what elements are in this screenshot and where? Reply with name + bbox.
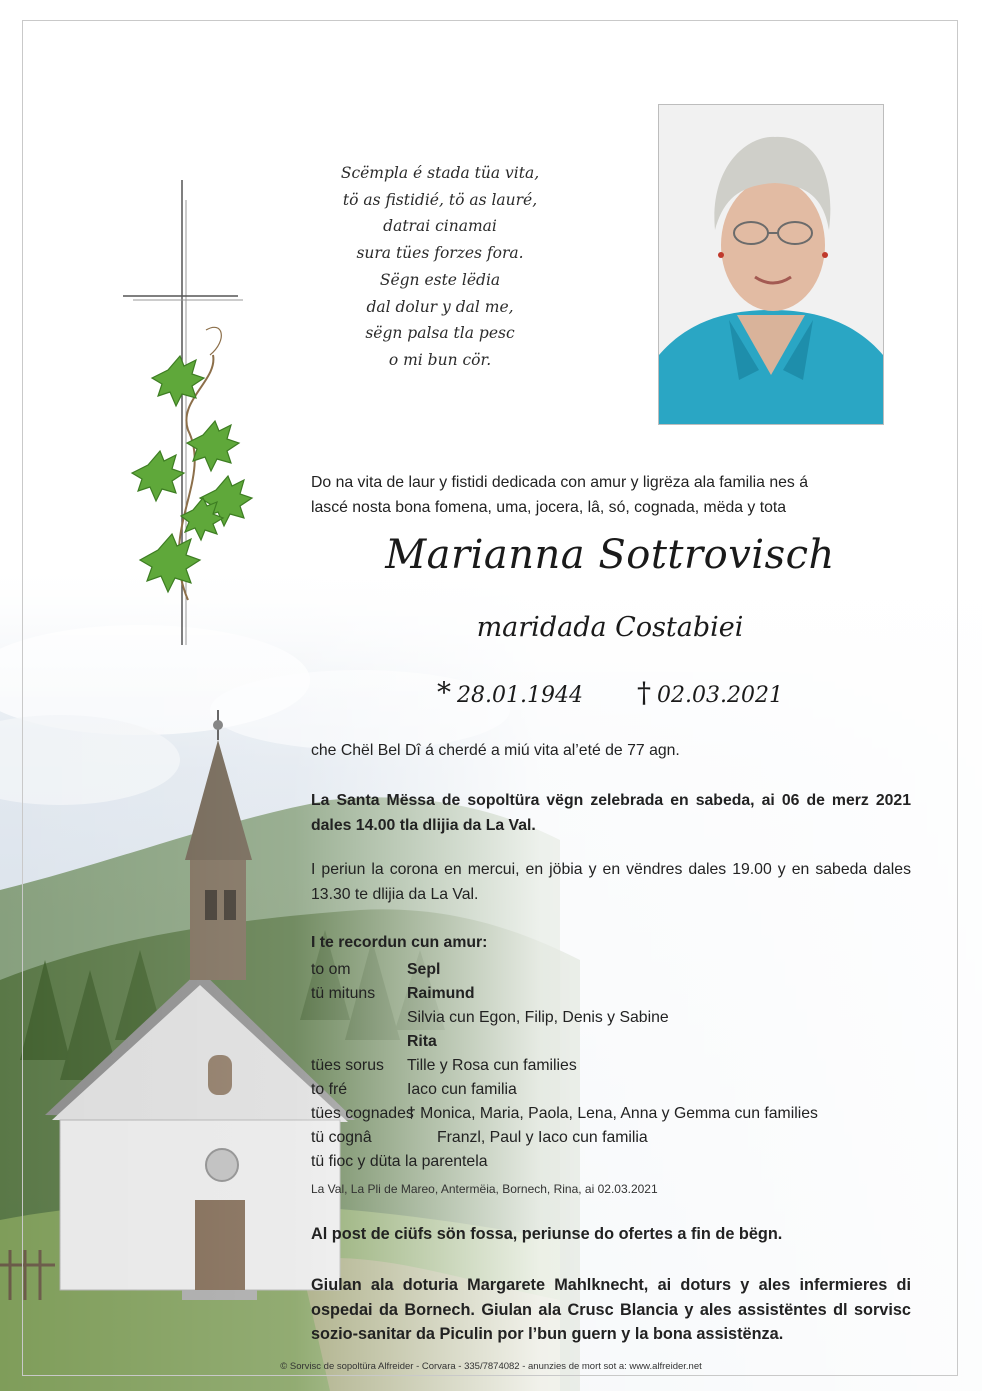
age-line: che Chël Bel Dî á cherdé a miú vita al’eté de 77 agn. [311, 742, 680, 759]
relative-label: tü cognâ [311, 1129, 372, 1146]
intro-line: lascé nosta bona fomena, uma, jocera, lâ, só, cognada, mëda y tota [311, 499, 787, 516]
thanks-note: Giulan ala doturia Margarete Mahlknecht, ai doturs y ales infermieres di ospedai da Bornech. Giulan ala Crusc Blancia y ales assistëntes dl sorvisc sozio-sanitar da Piculin por l’bun guern y la bona assistënza. [311, 1276, 911, 1343]
relative-label: to fré [311, 1081, 347, 1098]
portrait-image [659, 105, 883, 424]
relative-row [311, 1126, 931, 1150]
poem-line: sura tües forzes fora. [356, 244, 524, 263]
relative-row [311, 958, 931, 982]
rosary-info: I periun la corona en mercui, en jöbia y en vëndres dales 19.00 y en sabeda dales 13.30 te dlijia da La Val. [311, 861, 911, 903]
portrait-photo [658, 104, 884, 425]
poem-line: dal dolur y dal me, [366, 297, 514, 316]
relative-label: tü fioc y düta la parentela [311, 1153, 488, 1170]
relative-label: tües cognades [311, 1105, 414, 1122]
place-date: La Val, La Pli de Mareo, Antermëia, Bornech, Rina, ai 02.03.2021 [311, 1182, 658, 1196]
memorial-poem [300, 160, 580, 374]
relative-label: tües sorus [311, 1057, 384, 1074]
married-name: maridada Costabiei [476, 612, 744, 643]
relatives-list [311, 958, 931, 1174]
cross-with-ivy-icon [118, 180, 258, 650]
birth-date: 28.01.1944 [457, 683, 583, 708]
relative-row [311, 1102, 931, 1126]
relative-row [311, 1150, 931, 1174]
donation-note: Al post de ciüfs sön fossa, periunse do ofertes a fin de bëgn. [311, 1225, 783, 1243]
intro-line: Do na vita de laur y fistidi dedicada con amur y ligrëza ala familia nes á [311, 474, 808, 491]
relative-row [311, 1078, 931, 1102]
relative-names: Franzl, Paul y Iaco cun familia [437, 1129, 648, 1146]
poem-line: o mi bun cör. [388, 350, 492, 369]
relative-row [311, 1054, 931, 1078]
relative-names: Sepl [407, 961, 441, 978]
relative-label: to om [311, 961, 351, 978]
birth-symbol: * [437, 676, 452, 709]
relative-label [311, 1030, 407, 1054]
intro-text [311, 470, 911, 520]
relative-row [311, 1030, 931, 1054]
relative-label: tü mituns [311, 985, 376, 1002]
relative-names: Rita [407, 1033, 437, 1050]
relative-names: † Monica, Maria, Paola, Lena, Anna y Gemma cun families [407, 1105, 818, 1122]
relative-row [311, 1006, 931, 1030]
relative-names: Raimund [407, 985, 475, 1002]
relative-row [311, 982, 931, 1006]
poem-line: datrai cinamai [383, 217, 497, 236]
relative-label [311, 1006, 407, 1030]
death-date: 02.03.2021 [657, 683, 783, 708]
life-dates [300, 676, 920, 709]
relative-names: Silvia cun Egon, Filip, Denis y Sabine [407, 1009, 669, 1026]
poem-line: tö as fistidié, tö as lauré, [342, 190, 538, 209]
relative-names: Tille y Rosa cun families [407, 1057, 577, 1074]
poem-line: Scëmpla é stada tüa vita, [340, 164, 540, 182]
remembrance-heading: I te recordun cun amur: [311, 934, 488, 951]
poem-line: Sëgn este lëdia [379, 270, 501, 289]
footer-credit: © Sorvisc de sopoltüra Alfreider - Corvara - 335/7874082 - anunzies de mort sot a: www.alfreider.net [280, 1361, 702, 1372]
poem-line: sëgn palsa tla pesc [365, 324, 515, 343]
deceased-name: Marianna Sottrovisch [385, 532, 835, 578]
relative-names: Iaco cun familia [407, 1081, 517, 1098]
death-cross-symbol: † [637, 676, 651, 709]
funeral-mass-info: La Santa Mëssa de sopoltüra vëgn zelebrada en sabeda, ai 06 de merz 2021 dales 14.00 tla dlijia da La Val. [311, 792, 911, 834]
